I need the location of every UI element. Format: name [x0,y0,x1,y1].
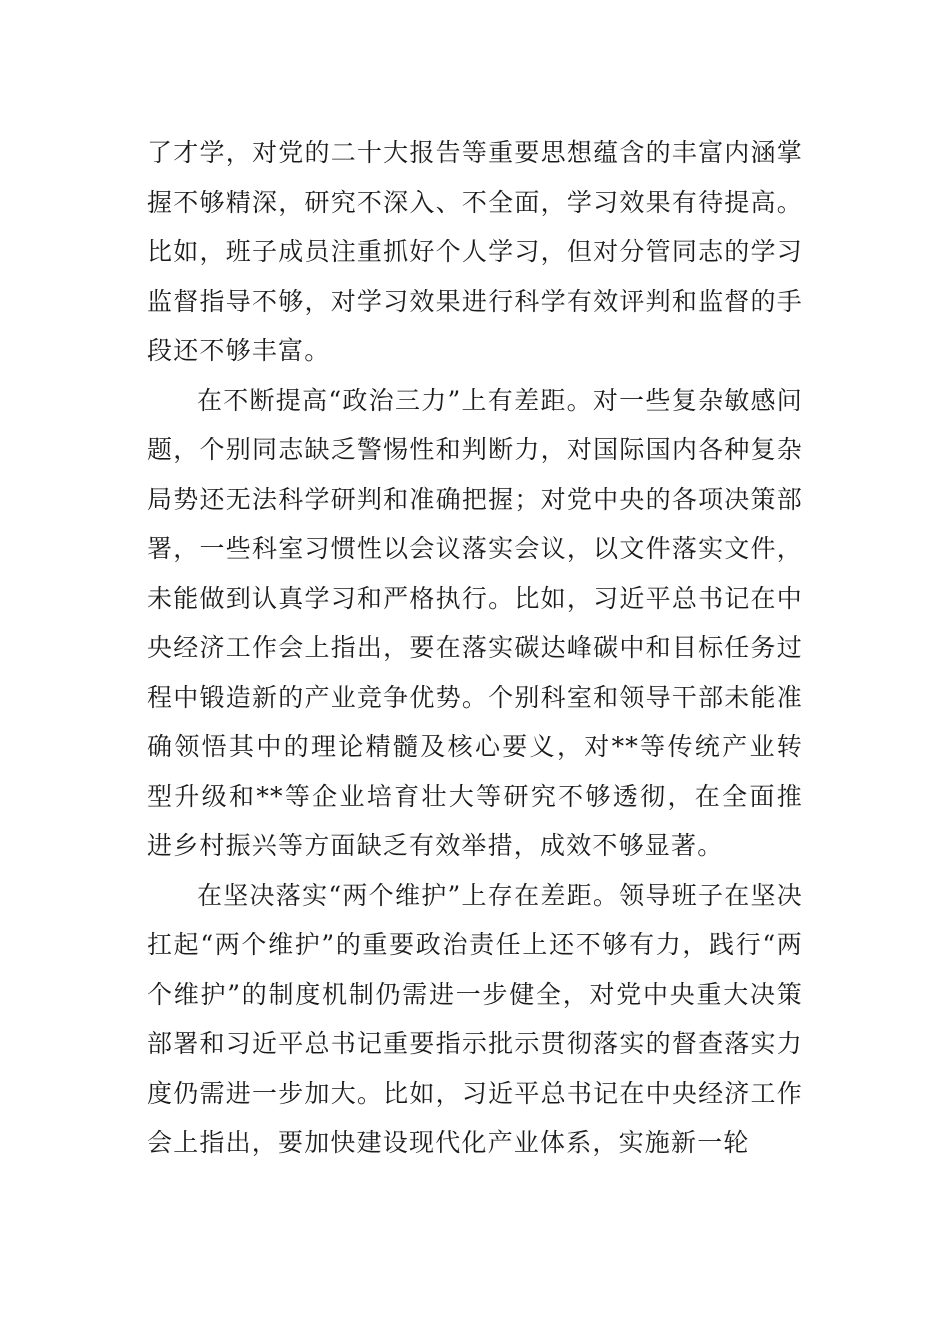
paragraph-political-capability: 在不断提高“政治三力”上有差距。对一些复杂敏感问题，个别同志缺乏警惕性和判断力，对国际国内各种复杂局势还无法科学研判和准确把握；对党中央的各项决策部署，一些科室习惯性以会议落实会议，以文件落实文件，未能做到认真学习和严格执行。比如，习近平总书记在中央经济工作会上指出，要在落实碳达峰碳中和目标任务过程中锻造新的产业竞争优势。个别科室和领导干部未能准确领悟其中的理论精髓及核心要义，对**等传统产业转型升级和**等企业培育壮大等研究不够透彻，在全面推进乡村振兴等方面缺乏有效举措，成效不够显著。 [147,385,803,860]
paragraph-two-safeguards: 在坚决落实“两个维护”上存在差距。领导班子在坚决扛起“两个维护”的重要政治责任上还不够有力，践行“两个维护”的制度机制仍需进一步健全，对党中央重大决策部署和习近平总书记重要指示批示贯彻落实的督查落实力度仍需进一步加大。比如，习近平总书记在中央经济工作会上指出，要加快建设现代化产业体系，实施新一轮 [147,880,803,1157]
document-page [147,128,803,1168]
paragraph-study-effect: 了才学，对党的二十大报告等重要思想蕴含的丰富内涵掌握不够精深，研究不深入、不全面，学习效果有待提高。比如，班子成员注重抓好个人学习，但对分管同志的学习监督指导不够，对学习效果进行科学有效评判和监督的手段还不够丰富。 [147,138,803,365]
